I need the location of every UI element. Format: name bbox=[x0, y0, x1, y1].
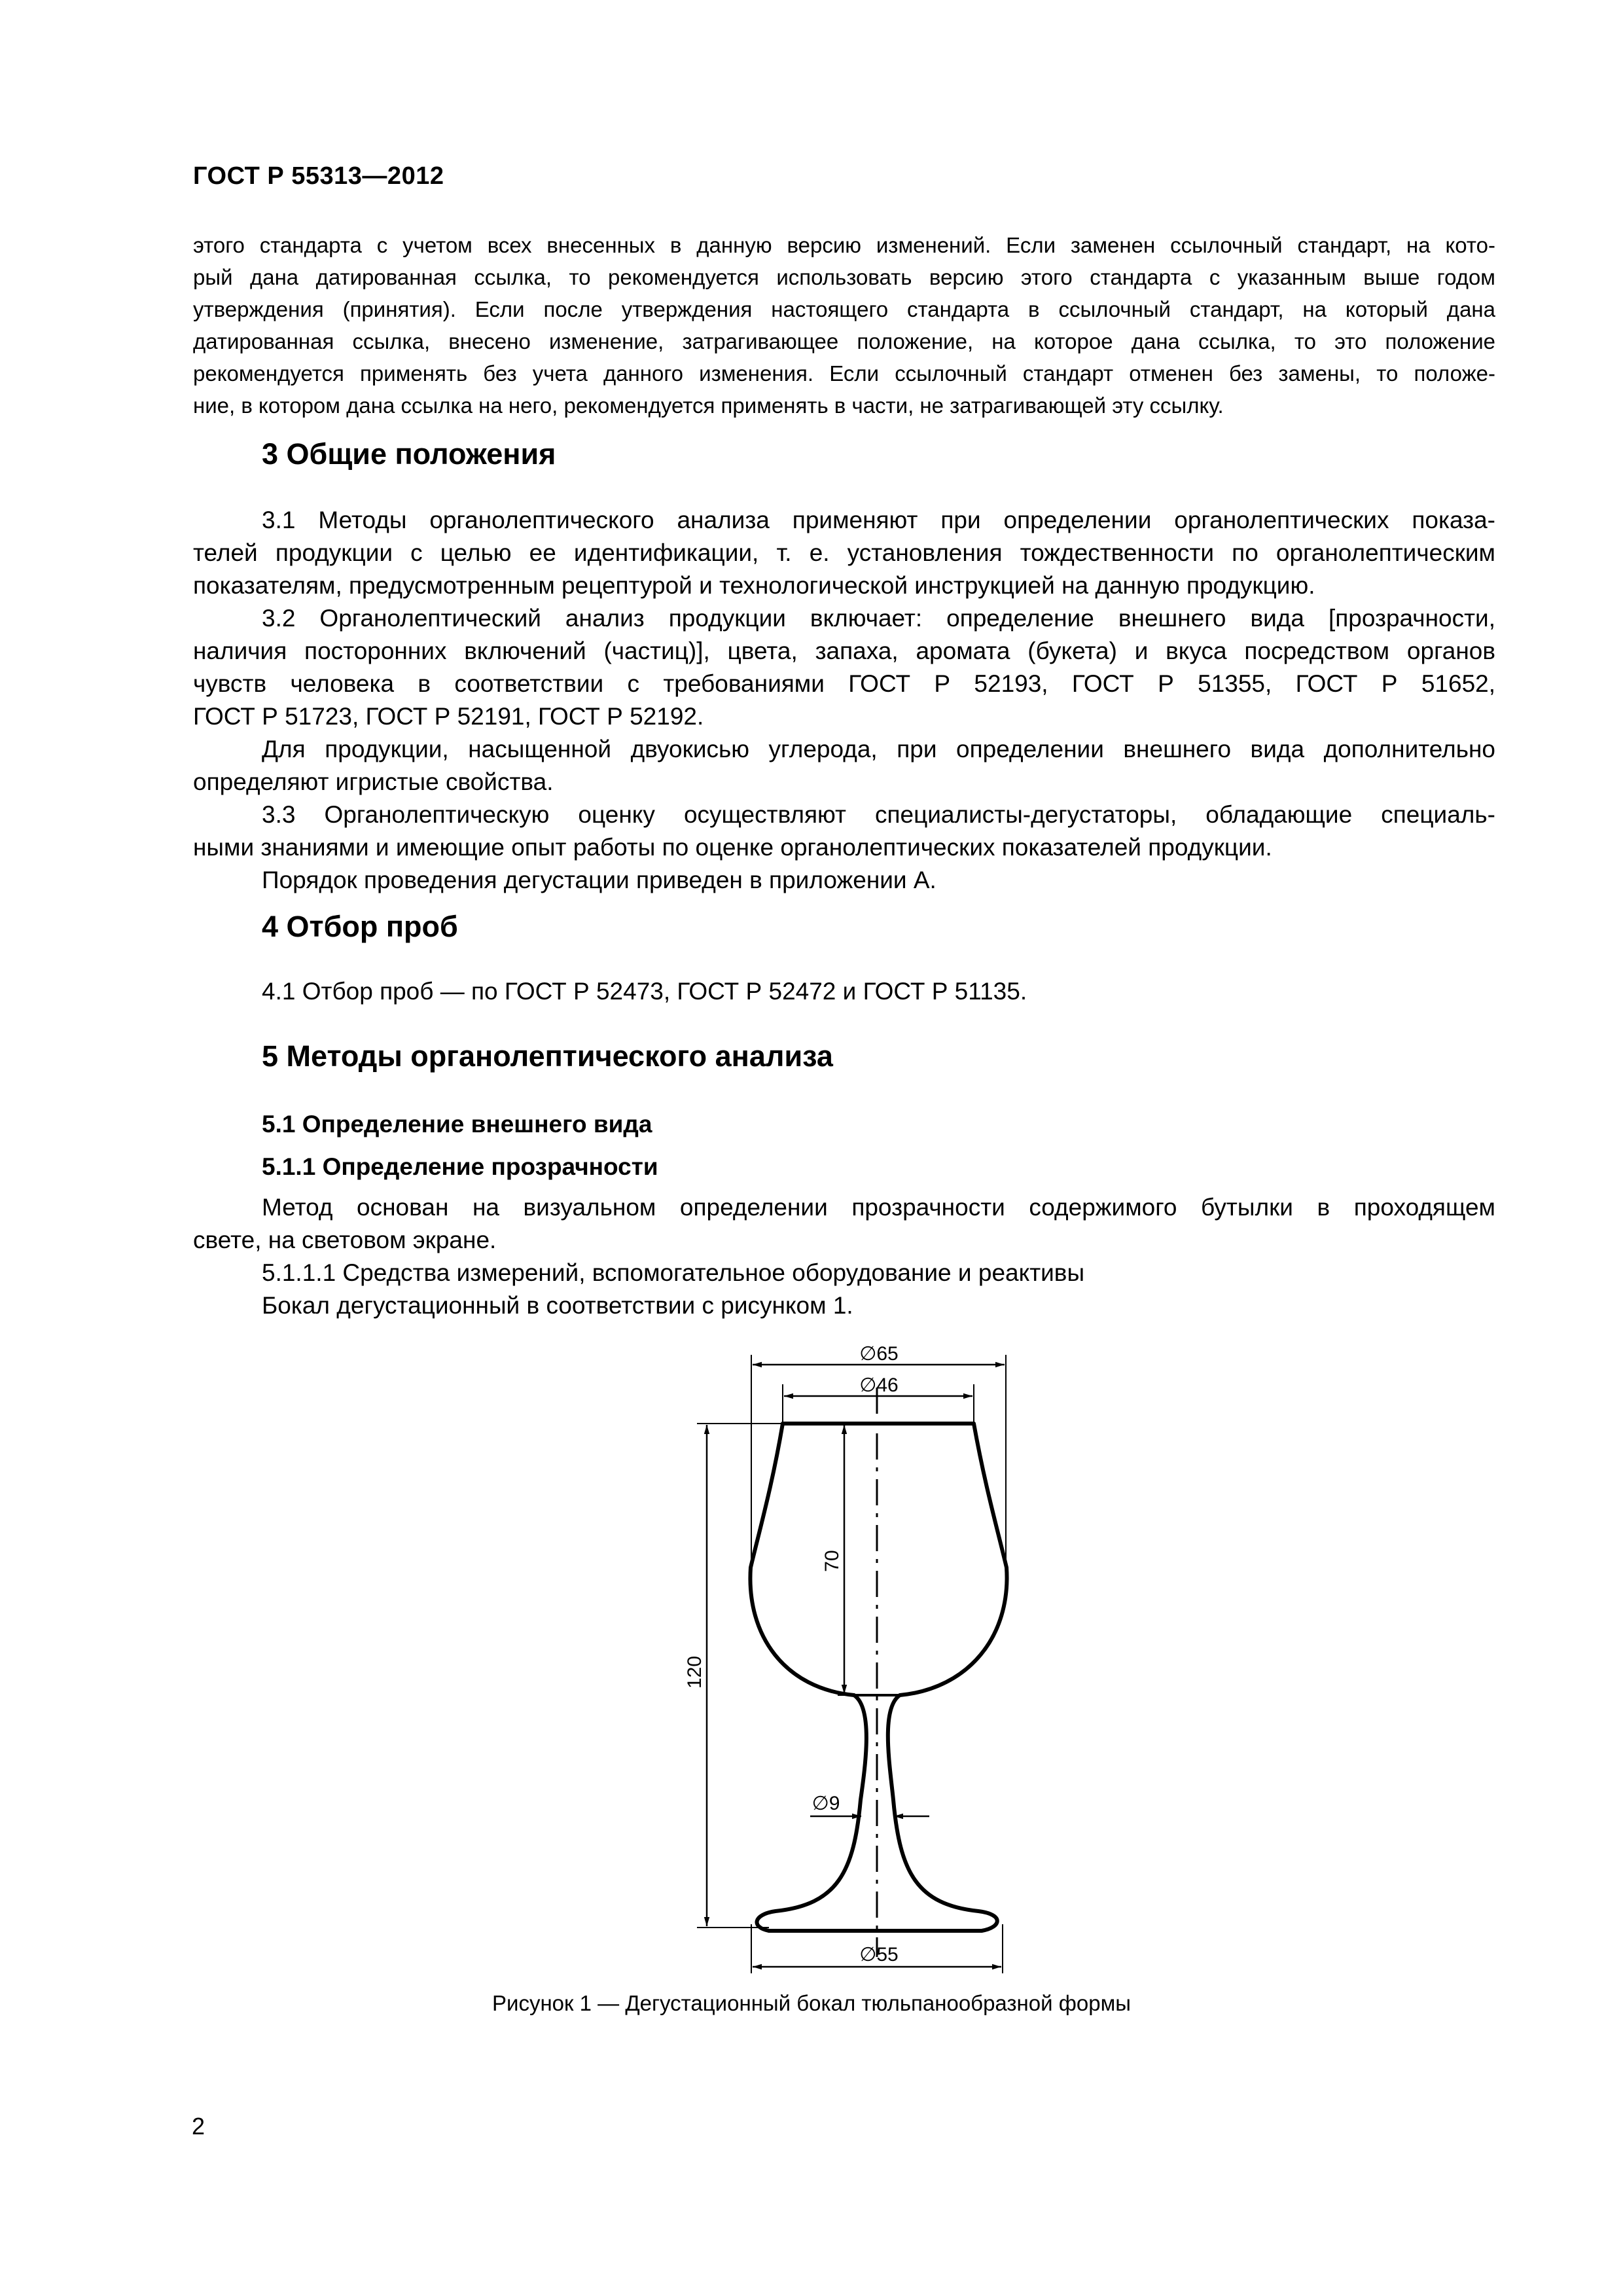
intro-line: ние, в котором дана ссылка на него, рекомендуется применять в части, не затрагивающей эту ссылку. bbox=[193, 393, 1224, 418]
document-header: ГОСТ Р 55313—2012 bbox=[193, 162, 444, 190]
dimension-label-total-height: 120 bbox=[684, 1655, 705, 1689]
subsection-5-1-1-heading: 5.1.1 Определение прозрачности bbox=[262, 1153, 658, 1180]
text-line: Бокал дегустационный в соответствии с рисунком 1. bbox=[262, 1292, 853, 1319]
dimension-label-bowl-height: 70 bbox=[821, 1550, 843, 1572]
text-line: чувств человека в соответствии с требованиями ГОСТ Р 52193, ГОСТ Р 51355, ГОСТ Р 51652, bbox=[193, 670, 1495, 697]
intro-line: датированная ссылка, внесено изменение, затрагивающее положение, на которое дана ссылка, то это положение bbox=[193, 329, 1495, 353]
text-line: 3.1 Методы органолептического анализа применяют при определении органолептических показа- bbox=[262, 507, 1495, 533]
glass-outline bbox=[750, 1424, 1007, 1931]
text-line: 5.1.1.1 Средства измерений, вспомогательное оборудование и реактивы bbox=[262, 1259, 1085, 1286]
text-line: определяют игристые свойства. bbox=[193, 768, 554, 795]
text-line: 4.1 Отбор проб — по ГОСТ Р 52473, ГОСТ Р 52472 и ГОСТ Р 51135. bbox=[262, 978, 1027, 1005]
intro-line: утверждения (принятия). Если после утверждения настоящего стандарта в ссылочный стандарт, на который дана bbox=[193, 297, 1495, 321]
intro-line: рекомендуется применять без учета данного изменения. Если ссылочный стандарт отменен без замены, то положе- bbox=[193, 361, 1495, 386]
text-line: 3.2 Органолептический анализ продукции включает: определение внешнего вида [прозрачности, bbox=[262, 605, 1495, 632]
subsection-5-1-heading: 5.1 Определение внешнего вида bbox=[262, 1111, 652, 1138]
section-3-heading: 3 Общие положения bbox=[262, 437, 556, 471]
page-number: 2 bbox=[192, 2113, 205, 2140]
dimension-label-inner: ∅46 bbox=[859, 1374, 899, 1396]
text-line: показателям, предусмотренным рецептурой и технологической инструкцией на данную продукцию. bbox=[193, 572, 1315, 599]
text-line: Порядок проведения дегустации приведен в приложении А. bbox=[262, 867, 936, 893]
text-line: Для продукции, насыщенной двуокисью углерода, при определении внешнего вида дополнительно bbox=[262, 736, 1495, 762]
text-line: 3.3 Органолептическую оценку осуществляют специалисты-дегустаторы, обладающие специаль- bbox=[262, 801, 1495, 828]
text-line: Метод основан на визуальном определении прозрачности содержимого бутылки в проходящем bbox=[262, 1194, 1495, 1221]
intro-line: этого стандарта с учетом всех внесенных в данную версию изменений. Если заменен ссылочный стандарт, на кото- bbox=[193, 233, 1495, 257]
section-5-heading: 5 Методы органолептического анализа bbox=[262, 1039, 833, 1073]
text-line: телей продукции с целью ее идентификации, т. е. установления тождественности по органолептическим bbox=[193, 539, 1495, 566]
section-4-heading: 4 Отбор проб bbox=[262, 910, 458, 943]
intro-line: рый дана датированная ссылка, то рекомендуется использовать версию этого стандарта с указанным выше годом bbox=[193, 265, 1495, 289]
text-line: наличия посторонних включений (частиц)], цвета, запаха, аромата (букета) и вкуса посредством органов bbox=[193, 637, 1495, 664]
dimension-label-stem: ∅9 bbox=[812, 1793, 840, 1814]
text-line: свете, на световом экране. bbox=[193, 1227, 497, 1253]
text-line: ными знаниями и имеющие опыт работы по оценке органолептических показателей продукции. bbox=[193, 834, 1272, 861]
text-line: ГОСТ Р 51723, ГОСТ Р 52191, ГОСТ Р 52192. bbox=[193, 703, 704, 730]
dimension-label-base: ∅55 bbox=[859, 1944, 899, 1965]
figure-caption: Рисунок 1 — Дегустационный бокал тюльпанообразной формы bbox=[492, 1991, 1131, 2015]
dimension-label-outer: ∅65 bbox=[859, 1343, 899, 1365]
